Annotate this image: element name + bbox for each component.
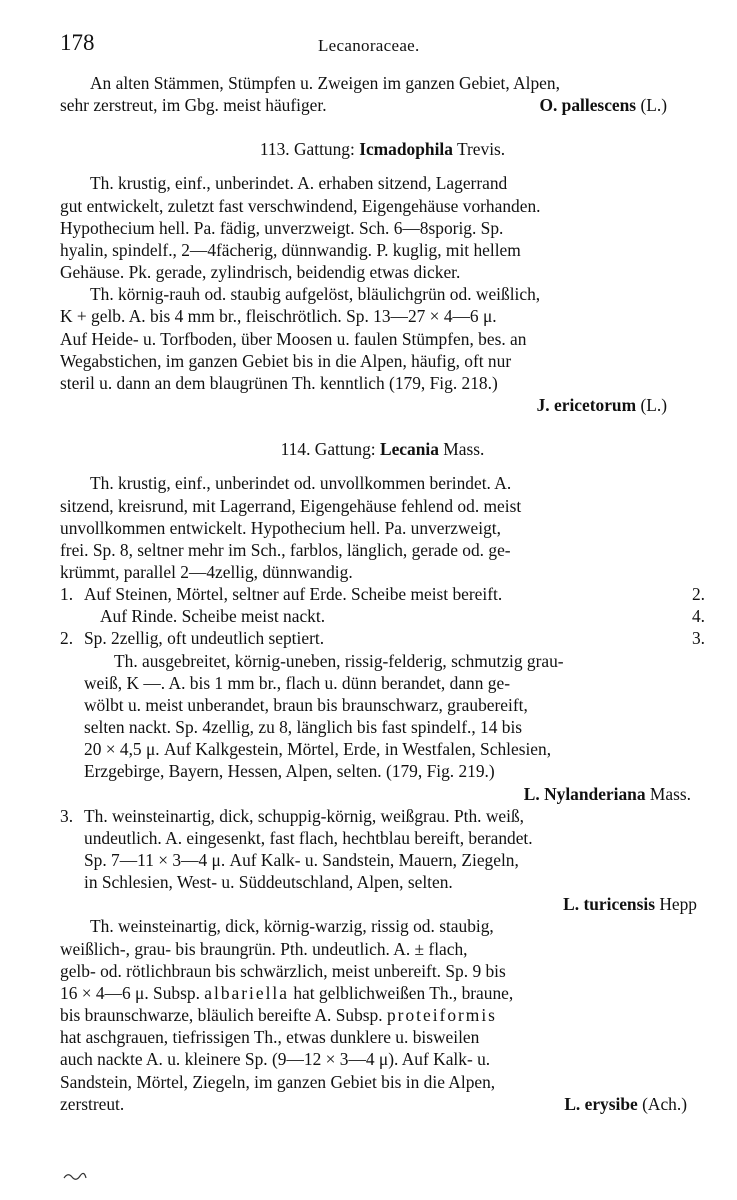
species-description-line: Th. ausgebreitet, körnig-uneben, rissig-felderig, schmutzig grau-	[114, 650, 564, 671]
species-binomial: L. turicensis	[563, 894, 655, 915]
species-description-line: selten nackt. Sp. 4zellig, zu 8, länglich bis fast spindelf., 14 bis	[84, 717, 523, 738]
key-reference: 3.	[691, 628, 705, 649]
species-description-line: Erzgebirge, Bayern, Hessen, Alpen, selten. (179, Fig. 219.)	[84, 761, 495, 782]
species-description-line: undeutlich. A. eingesenkt, fast flach, hechtblau bereift, berandet.	[84, 827, 533, 848]
genus-description-line: Th. krustig, einf., unberindet. A. erhaben sitzend, Lagerrand	[90, 173, 508, 194]
key-species-block	[84, 827, 705, 916]
intro-text: sehr zerstreut, im Gbg. meist häufiger.	[60, 95, 327, 116]
species-description-text: hat gelblichweißen Th., braune,	[293, 982, 514, 1003]
intro-line-last	[60, 94, 705, 116]
intro-line: An alten Stämmen, Stümpfen u. Zweigen im ganzen Gebiet, Alpen,	[90, 73, 560, 93]
species-description-line: Wegabstichen, im ganzen Gebiet bis in die Alpen, häufig, oft nur	[60, 350, 512, 371]
genus-description-line: frei. Sp. 8, seltner mehr im Sch., farblos, länglich, gerade od. ge-	[60, 539, 511, 560]
key-couplet-line	[60, 805, 705, 827]
genus-heading	[60, 438, 705, 460]
page-body	[60, 72, 705, 1115]
species-author: Hepp	[659, 894, 697, 915]
species-description-line: Th. weinsteinartig, dick, körnig-warzig, rissig od. staubig,	[90, 916, 494, 937]
genus-description-line: Th. krustig, einf., unberindet od. unvollkommen berindet. A.	[90, 473, 512, 494]
species-binomial: L. Nylanderiana	[523, 783, 646, 804]
species-description-line: in Schlesien, West- u. Süddeutschland, Alpen, selten.	[84, 872, 453, 893]
key-couplet-line	[60, 605, 705, 627]
genus-heading-prefix: 113. Gattung:	[259, 139, 355, 160]
key-number: 2.	[60, 628, 74, 649]
species-description-line: hat aschgrauen, tiefrissigen Th., etwas dunklere u. bisweilen	[60, 1027, 480, 1048]
species-binomial: L. erysibe	[564, 1093, 638, 1114]
species-description-line: weiß, K —. A. bis 1 mm br., flach u. dünn berandet, dann ge-	[84, 672, 510, 693]
genus-description-line: unvollkommen entwickelt. Hypothecium hell. Pa. unverzweigt,	[60, 517, 501, 538]
subspecies-name: proteiformis	[386, 1005, 497, 1026]
species-description-line: Sp. 7—11 × 3—4 μ. Auf Kalk- u. Sandstein, Mauern, Ziegeln,	[84, 850, 519, 870]
species-description-line: K + gelb. A. bis 4 mm br., fleischrötlich. Sp. 13—27 × 4—6 μ.	[60, 306, 497, 327]
species-description-line: weißlich-, grau- bis braungrün. Pth. undeutlich. A. ± flach,	[60, 938, 468, 959]
species-binomial: J. ericetorum	[536, 395, 637, 416]
key-reference: 4.	[691, 606, 705, 627]
genus-description-line: Hypothecium hell. Pa. fädig, unverzweigt. Sch. 6—8sporig. Sp.	[60, 217, 504, 238]
running-title: Lecanoraceae.	[318, 36, 420, 55]
page-number: 178	[60, 30, 95, 55]
genus-name: Icmadophila	[359, 139, 453, 160]
key-species-block	[84, 650, 705, 805]
species-description-line: Sandstein, Mörtel, Ziegeln, im ganzen Gebiet bis in die Alpen,	[60, 1071, 496, 1092]
key-couplet-line	[60, 583, 705, 605]
genus-description-line: hyalin, spindelf., 2—4fächerig, dünnwandig. P. kuglig, mit hellem	[60, 239, 521, 260]
key-lead-text: Auf Rinde. Scheibe meist nackt.	[100, 606, 326, 627]
species-description-line: Th. weinsteinartig, dick, schuppig-körnig, weißgrau. Pth. weiß,	[84, 805, 524, 826]
species-description-line: gelb- od. rötlichbraun bis schwärzlich, meist unbereift. Sp. 9 bis	[60, 960, 506, 981]
species-description-line-last	[60, 1093, 705, 1115]
printer-signature-mark	[62, 1170, 88, 1182]
species-description-line: Th. körnig-rauh od. staubig aufgelöst, bläulichgrün od. weißlich,	[90, 284, 541, 305]
species-name	[539, 94, 705, 116]
species-description-line: wölbt u. meist unberandet, braun bis braunschwarz, graubereift,	[84, 694, 528, 715]
species-description-line: 20 × 4,5 μ. Auf Kalkgestein, Mörtel, Erde, in Westfalen, Schlesien,	[84, 739, 552, 760]
key-lead-text: Auf Steinen, Mörtel, seltner auf Erde. Scheibe meist bereift.	[84, 584, 503, 605]
species-description-line	[60, 982, 705, 1004]
species-name	[60, 394, 705, 416]
key-couplet-line	[60, 627, 705, 649]
species-description-text: bis braunschwarze, bläulich bereifte A. Subsp.	[60, 1005, 383, 1026]
genus-description-line: krümmt, parallel 2—4zellig, dünnwandig.	[60, 561, 353, 582]
species-name	[564, 1093, 705, 1115]
genus-author: Trevis.	[456, 139, 506, 160]
species-author: (L.)	[640, 395, 667, 416]
key-number: 3.	[60, 805, 74, 826]
species-description-text: zerstreut.	[60, 1093, 125, 1114]
key-number: 1.	[60, 584, 74, 605]
species-description-line: Auf Heide- u. Torfboden, über Moosen u. faulen Stümpfen, bes. an	[60, 328, 527, 349]
key-reference: 2.	[691, 584, 705, 605]
page-header	[60, 30, 700, 60]
species-author: (L.)	[640, 95, 667, 116]
species-description-line: steril u. dann an dem blaugrünen Th. kenntlich (179, Fig. 218.)	[60, 372, 498, 393]
species-name	[84, 783, 705, 805]
species-description-line	[60, 1004, 705, 1026]
species-binomial: O. pallescens	[539, 95, 637, 116]
species-author: (Ach.)	[642, 1093, 687, 1114]
subspecies-name: albariella	[204, 982, 289, 1003]
genus-heading	[60, 138, 705, 160]
species-name	[84, 893, 705, 915]
genus-name: Lecania	[379, 439, 439, 460]
genus-description-line: sitzend, kreisrund, mit Lagerrand, Eigengehäuse fehlend od. meist	[60, 495, 522, 516]
genus-author: Mass.	[443, 439, 485, 460]
genus-heading-prefix: 114. Gattung:	[280, 439, 376, 460]
species-description-text: 16 × 4—6 μ. Subsp.	[60, 982, 200, 1003]
genus-description-line: Gehäuse. Pk. gerade, zylindrisch, beidendig etwas dicker.	[60, 262, 461, 283]
species-author: Mass.	[649, 783, 691, 804]
species-description-line: auch nackte A. u. kleinere Sp. (9—12 × 3—4 μ). Auf Kalk- u.	[60, 1049, 491, 1070]
key-lead-text: Sp. 2zellig, oft undeutlich septiert.	[84, 628, 325, 649]
genus-description-line: gut entwickelt, zuletzt fast verschwindend, Eigengehäuse vorhanden.	[60, 195, 541, 216]
